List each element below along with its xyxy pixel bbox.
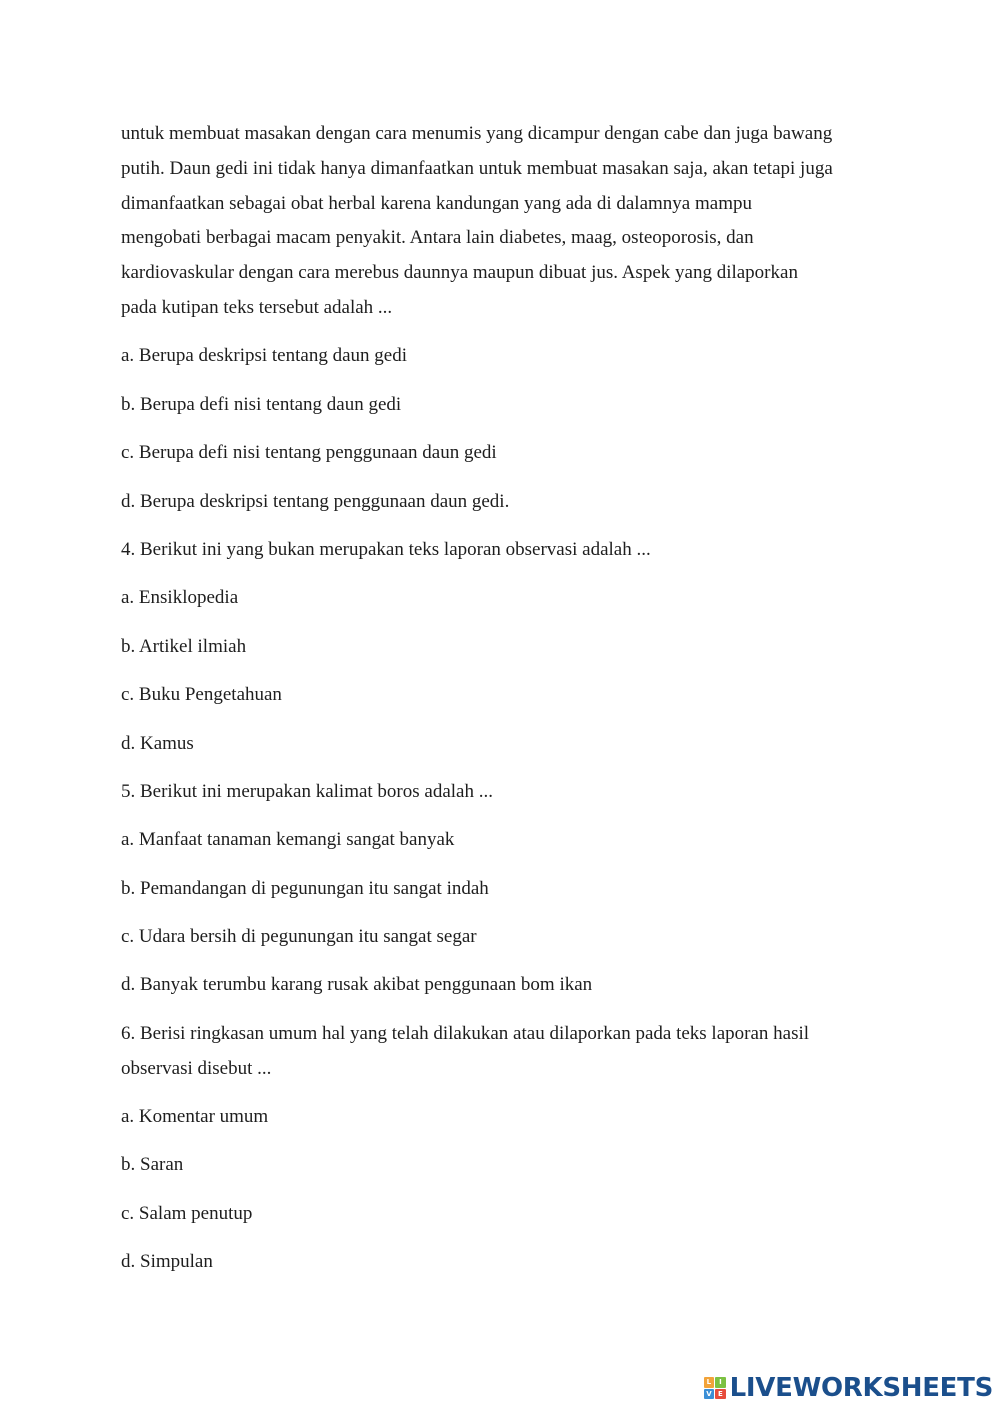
worksheet-page bbox=[121, 117, 891, 1280]
q5-option-b: b. Pemandangan di pegunungan itu sangat indah bbox=[121, 877, 489, 899]
question-3-passage bbox=[121, 117, 891, 326]
passage-line: untuk membuat masakan dengan cara menumis yang dicampur dengan cabe dan juga bawang bbox=[121, 123, 833, 144]
passage-line: kardiovaskular dengan cara merebus daunnya maupun dibuat jus. Aspek yang dilaporkan bbox=[121, 262, 798, 284]
logo-tile: V bbox=[704, 1389, 715, 1400]
logo-tile: E bbox=[715, 1389, 726, 1400]
question-6-line: observasi disebut ... bbox=[121, 1057, 272, 1079]
passage-line: dimanfaatkan sebagai obat herbal karena kandungan yang ada di dalamnya mampu bbox=[121, 192, 752, 214]
question-6 bbox=[121, 1017, 891, 1087]
q3-option-d: d. Berupa deskripsi tentang penggunaan daun gedi. bbox=[121, 490, 510, 512]
q5-option-c: c. Udara bersih di pegunungan itu sangat segar bbox=[121, 926, 477, 948]
passage-line: pada kutipan teks tersebut adalah ... bbox=[121, 296, 393, 318]
q3-option-c: c. Berupa defi nisi tentang penggunaan daun gedi bbox=[121, 442, 497, 464]
q4-option-b: b. Artikel ilmiah bbox=[121, 635, 247, 657]
question-6-line: 6. Berisi ringkasan umum hal yang telah dilakukan atau dilaporkan pada teks laporan hasil bbox=[121, 1022, 810, 1044]
passage-line: mengobati berbagai macam penyakit. Antara lain diabetes, maag, osteoporosis, dan bbox=[121, 227, 754, 249]
question-5: 5. Berikut ini merupakan kalimat boros adalah ... bbox=[121, 780, 493, 802]
passage-line: putih. Daun gedi ini tidak hanya dimanfaatkan untuk membuat masakan saja, akan tetapi juga bbox=[121, 157, 833, 179]
q4-option-d: d. Kamus bbox=[121, 732, 194, 754]
q6-option-d: d. Simpulan bbox=[121, 1251, 213, 1273]
q6-option-a: a. Komentar umum bbox=[121, 1106, 269, 1128]
logo-tile: I bbox=[715, 1377, 726, 1388]
liveworksheets-watermark bbox=[704, 1373, 993, 1403]
logo-tile: L bbox=[704, 1377, 715, 1388]
q6-option-c: c. Salam penutup bbox=[121, 1202, 253, 1224]
question-4: 4. Berikut ini yang bukan merupakan teks laporan observasi adalah ... bbox=[121, 538, 651, 560]
q5-option-a: a. Manfaat tanaman kemangi sangat banyak bbox=[121, 829, 455, 851]
q3-option-b: b. Berupa defi nisi tentang daun gedi bbox=[121, 393, 402, 415]
q6-option-b: b. Saran bbox=[121, 1154, 184, 1176]
q4-option-c: c. Buku Pengetahuan bbox=[121, 684, 282, 706]
q5-option-d: d. Banyak terumbu karang rusak akibat penggunaan bom ikan bbox=[121, 974, 593, 996]
watermark-text: LIVEWORKSHEETS bbox=[729, 1373, 993, 1403]
q4-option-a: a. Ensiklopedia bbox=[121, 587, 239, 609]
liveworksheets-logo-icon bbox=[704, 1377, 726, 1399]
q3-option-a: a. Berupa deskripsi tentang daun gedi bbox=[121, 345, 407, 367]
